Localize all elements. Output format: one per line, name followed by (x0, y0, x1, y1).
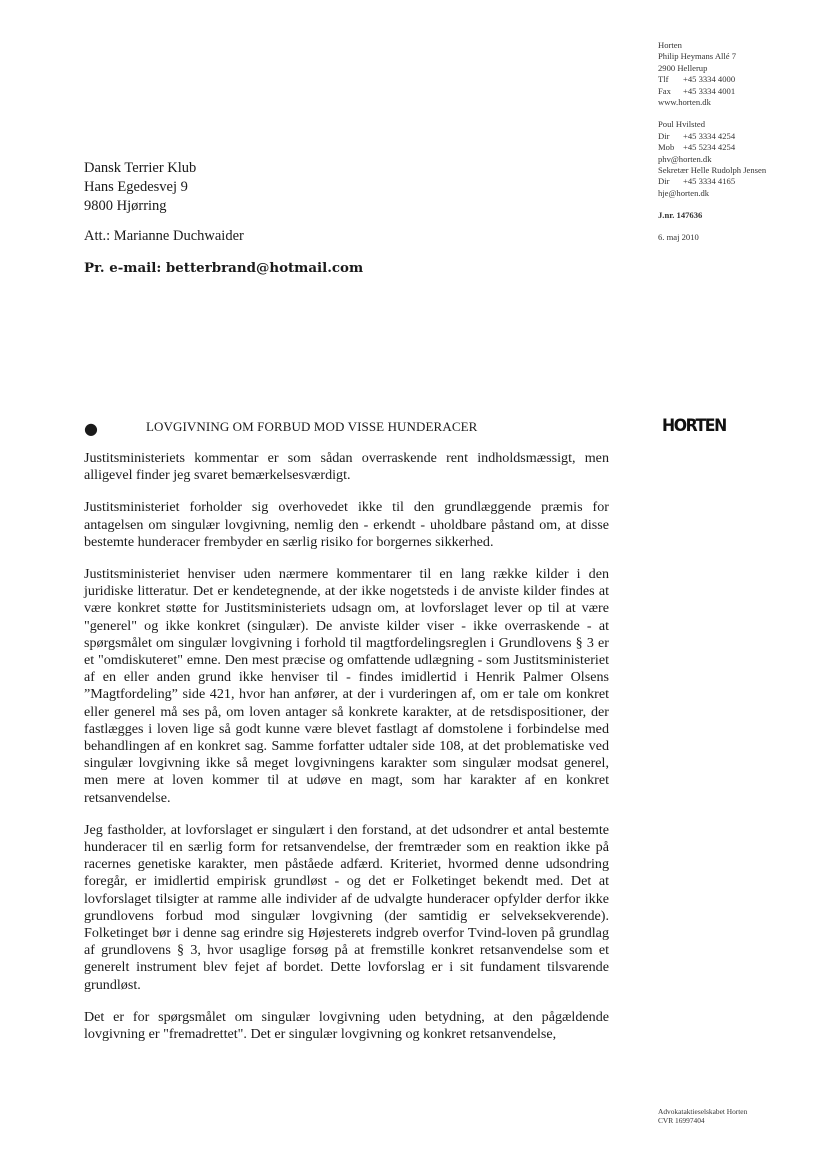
reference-number: J.nr. 147636 (658, 210, 703, 221)
secretary-dir-label: Dir (658, 176, 670, 187)
secretary-email: hje@horten.dk (658, 187, 710, 198)
recipient-city: 9800 Hjørring (84, 198, 167, 214)
horten-logo: HORTEN (662, 416, 726, 435)
contact-email: phv@horten.dk (658, 153, 712, 164)
firm-fax-row (658, 86, 823, 97)
body-paragraph: Justitsministeriet henviser uden nærmere kommentarer til en lang række kilder i den juridiske litteratur. Det er kendetegnende, at der ikke nogetsteds i de anviste kilder findes at være konkret støtte for Justitsministeriets udsagn om, at lovforslaget lever op til at være "generel" og ikke konkret (singulær). De anviste kilder viser - ikke overraskende - at spørgsmålet om singulær lovgivning i forhold til magtfordelingsreglen i Grundlovens § 3 er et "omdiskuteret" emne. Den mest præcise og omfattende udlægning - som Justitsministeriet af en eller anden grund ikke henviser til - findes imidlertid i Henrik Palmer Olsens ”Magtfordeling” side 421, hvor han anfører, at der i vurderingen af, om er tale om konkret eller generel må ses på, om loven antager så konkrete karakter, at de retsdispositioner, der fastlægges i loven lige så godt kunne være blevet fastlagt af domstolene i forbindelse med behandlingen af en konkret sag. Samme forfatter udtaler side 108, at det problematiske ved singulær lovgivning ikke så meget lovgivningens karakter som singulær modsat generel, men mere at loven kommer til at udøve en magt, som har karakter af en konkret retsanvendelse. (84, 566, 609, 806)
firm-phone: +45 3334 4000 (683, 74, 736, 85)
body-paragraph: Jeg fastholder, at lovforslaget er singulært i den forstand, at det udsondrer et antal bestemte hunderacer til en særlig form for retsanvendelse, der fremtræder som en reaktion ikke på racernes genetiske karakter, men påståede adfærd. Kriteriet, hvormed denne udsondring foregår, er imidlertid empirisk grundløst - og det er Folketinget bekendt med. Det at lovforslaget tilsigter at ramme alle individer af de udvalgte hunderacer opfylder derfor ikke grundlovens forbud mod singulær lovgivning (der samtidig er selveksekverende). Folketinget bør i denne sag erindre sig Højesterets indgreb overfor Tvind-loven på grundlag af grundlovens § 3, hvor usaglige forsøg på at fremstille konkret retsanvendelse som et generelt instrument blev fejet af bordet. Dette lovforslag er i sit fundament tilsvarende grundløst. (84, 821, 609, 993)
footer (658, 1107, 747, 1125)
firm-phone-label: Tlf (658, 74, 669, 85)
contact-dir: +45 3334 4254 (683, 130, 736, 141)
sender-block (658, 40, 823, 243)
letter-date: 6. maj 2010 (658, 231, 699, 242)
firm-phone-row (658, 74, 823, 85)
recipient-address (84, 159, 196, 216)
firm-name: Horten (658, 40, 682, 50)
contact-mob-row (658, 142, 823, 153)
secretary-dir-row (658, 176, 823, 187)
secretary-dir: +45 3334 4165 (683, 176, 736, 187)
contact-mob-label: Mob (658, 142, 675, 153)
letter-body (84, 450, 609, 1058)
recipient-street: Hans Egedesvej 9 (84, 179, 188, 195)
firm-web: www.horten.dk (658, 97, 711, 108)
heading-bullet: ● (84, 419, 98, 438)
email-line: Pr. e-mail: betterbrand@hotmail.com (84, 260, 364, 276)
firm-street: Philip Heymans Allé 7 (658, 51, 737, 62)
footer-company: Advokataktieselskabet Horten (658, 1107, 748, 1116)
contact-dir-row (658, 131, 823, 142)
letter-heading: LOVGIVNING OM FORBUD MOD VISSE HUNDERACER (146, 419, 478, 434)
contact-name: Poul Hvilsted (658, 119, 706, 130)
secretary-name: Sekretær Helle Rudolph Jensen (658, 165, 767, 176)
footer-cvr: CVR 16997404 (658, 1116, 705, 1125)
contact-block (658, 119, 823, 199)
contact-mob: +45 5234 4254 (683, 142, 736, 153)
body-paragraph: Justitsministeriets kommentar er som sådan overraskende rent indholdsmæssigt, men alligevel finder jeg svaret bemærkelsesværdigt. (84, 450, 609, 484)
body-paragraph: Det er for spørgsmålet om singulær lovgivning uden betydning, at den pågældende lovgivning er "fremadrettet". Det er singulær lovgivning og konkret retsanvendelse, (84, 1008, 609, 1043)
contact-dir-label: Dir (658, 130, 670, 141)
firm-city: 2900 Hellerup (658, 62, 708, 73)
recipient-name: Dansk Terrier Klub (84, 160, 197, 176)
body-paragraph: Justitsministeriet forholder sig overhovedet ikke til den grundlæggende præmis for antagelsen om singulær lovgivning, nemlig den - erkendt - uholdbare påstand om, at disse bestemte hunderacer frembyder en særlig risiko for borgernes sikkerhed. (84, 499, 609, 550)
firm-address (658, 40, 823, 108)
attention-line: Att.: Marianne Duchwaider (84, 228, 244, 244)
firm-fax: +45 3334 4001 (683, 85, 736, 96)
firm-fax-label: Fax (658, 85, 671, 96)
